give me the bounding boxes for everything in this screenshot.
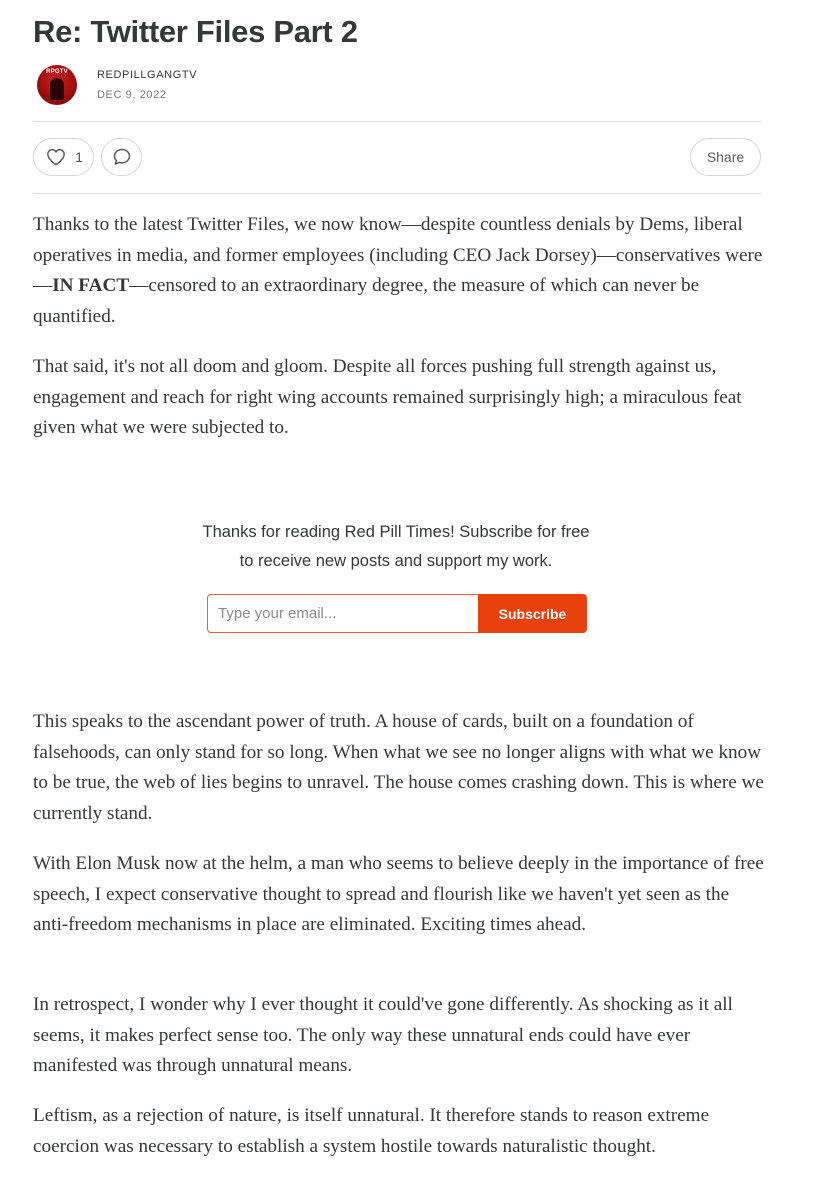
email-input[interactable] (207, 594, 479, 633)
paragraph-1-emphasis: IN FACT (52, 275, 130, 296)
paragraph-1 (33, 210, 765, 332)
share-button[interactable]: Share (690, 138, 761, 176)
comment-bubble-icon (112, 147, 132, 167)
paragraph-1-text-a: Thanks to the latest Twitter Files, we now know—despite countless denials by Dems, liberal operatives in media, and former employees (including CEO Jack Dorsey)—conservatives were— (33, 214, 763, 296)
divider-top (33, 121, 761, 122)
avatar-logo-text: RPGTV (46, 69, 68, 75)
like-button[interactable] (33, 138, 94, 176)
subscribe-message: Thanks for reading Red Pill Times! Subscribe for free to receive new posts and support my work. (202, 523, 590, 570)
paragraph-2: That said, it's not all doom and gloom. Despite all forces pushing full strength against us, engagement and reach for right wing accounts remained surprisingly high; a miraculous feat given what we were subjected to. (33, 356, 742, 438)
like-count: 1 (75, 149, 83, 165)
post-date: DEC 9, 2022 (97, 89, 167, 101)
comment-button[interactable] (101, 138, 142, 176)
divider-bottom (33, 193, 761, 194)
paragraph-4: With Elon Musk now at the helm, a man who seems to believe deeply in the importance of free speech, I expect conservative thought to spread and flourish like we haven't yet seen as the anti-freedom mechanisms in place are eliminated. Exciting times ahead. (33, 853, 764, 935)
author-name[interactable]: REDPILLGANGTV (97, 69, 198, 81)
post-title: Re: Twitter Files Part 2 (33, 14, 358, 49)
paragraph-5: In retrospect, I wonder why I ever thought it could've gone differently. As shocking as it all seems, it makes perfect sense too. The only way these unnatural ends could have ever manifested was through unnatural means. (33, 994, 733, 1076)
subscribe-button[interactable]: Subscribe (478, 594, 587, 633)
paragraph-1-text-b: —censored to an extraordinary degree, the measure of which can never be quantified. (33, 275, 700, 327)
paragraph-3: This speaks to the ascendant power of truth. A house of cards, built on a foundation of falsehoods, can only stand for so long. When what we see no longer aligns with what we know to be true, the web of lies begins to unravel. The house comes crashing down. This is where we currently stand. (33, 711, 764, 824)
avatar-figure (50, 78, 64, 100)
author-avatar[interactable] (37, 65, 77, 105)
paragraph-6: Leftism, as a rejection of nature, is itself unnatural. It therefore stands to reason extreme coercion was necessary to establish a system hostile towards naturalistic thought. (33, 1105, 710, 1157)
heart-icon (46, 148, 66, 166)
